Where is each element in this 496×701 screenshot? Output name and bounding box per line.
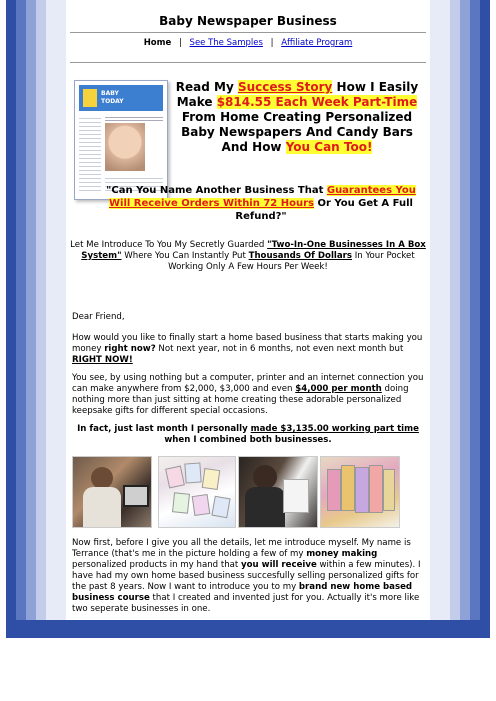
para-text: Not next year, not in 6 months, not even next month but [155, 344, 404, 354]
greeting: Dear Friend, [72, 312, 125, 322]
intro-text: Let Me Introduce To You My Secretly Guarded [70, 240, 268, 250]
intro-dollars: Thousands Of Dollars [248, 251, 352, 261]
para-bold: you will receive [241, 560, 317, 570]
newspaper-masthead [79, 85, 163, 111]
para-bold: right now? [104, 344, 156, 354]
guarantee-question [96, 184, 426, 223]
para-bold: made $3,135.00 working part time [250, 424, 419, 434]
page-bottom-bar [6, 620, 490, 638]
masthead-line1: BABY [101, 90, 119, 97]
masthead-badge [83, 89, 97, 107]
success-story-link[interactable]: Success Story [237, 80, 333, 94]
nav-separator: | [270, 38, 274, 48]
para-bold: money making [306, 549, 378, 559]
para-text: In fact, just last month I personally [77, 424, 251, 434]
main-headline [170, 80, 424, 155]
newspaper-headline-lines [105, 115, 163, 121]
nav-link-samples[interactable]: See The Samples [189, 38, 263, 48]
para-bold: RIGHT NOW! [72, 355, 133, 365]
photo-terrance [72, 456, 152, 528]
question-text: Or You Get A Full Refund?" [235, 198, 413, 222]
question-highlight: Guarantees You Will Receive Orders Within 72 Hours [109, 185, 416, 209]
photo-candy-bars [320, 456, 400, 528]
nav-separator: | [178, 38, 182, 48]
intro-system: "Two-In-One Businesses In A Box System" [81, 240, 426, 261]
newspaper-column [79, 115, 101, 193]
para-text: that I created and invented just for you. Actually it's more like two seperate businesses in one. [72, 593, 420, 614]
baby-photo [105, 123, 145, 171]
main-content [66, 0, 430, 620]
paragraph-3 [72, 424, 424, 446]
intro-text: Where You Can Instantly Put [121, 251, 249, 261]
intro-paragraph [70, 240, 426, 273]
masthead-line2: TODAY [101, 98, 124, 105]
paragraph-4 [72, 538, 424, 615]
masthead-text [101, 90, 124, 106]
baby-newspaper-image [74, 80, 168, 200]
para-text: when I combined both businesses. [164, 435, 332, 445]
para-text: within a few minutes). I have had my own home based business succesfully selling personalized gifts for the past 8 years. Now I want to introduce you to my [72, 560, 421, 592]
photo-boy [238, 456, 318, 528]
para-text: You see, by using nothing but a computer, printer and an internet connection you can make anywhere from $2,000, $3,000 and even [72, 373, 424, 394]
nav-divider [70, 62, 426, 63]
nav-link-affiliate[interactable]: Affiliate Program [281, 38, 353, 48]
headline-amount: $814.55 Each Week Part-Time [216, 95, 418, 109]
intro-text: In Your Pocket Working Only A Few Hours Per Week! [168, 251, 415, 272]
para-bold: $4,000 per month [295, 384, 382, 394]
headline-text: How I Easily Make [176, 80, 419, 109]
paragraph-1 [72, 333, 424, 366]
para-bold: brand new home based business course [72, 582, 413, 603]
top-nav [66, 38, 430, 48]
para-text: How would you like to finally start a home based business that starts making you money [72, 333, 423, 354]
headline-text: Read My [175, 80, 238, 94]
paragraph-2 [72, 373, 424, 417]
site-title: Baby Newspaper Business [159, 14, 337, 28]
header-divider [70, 32, 426, 33]
para-text: doing nothing more than just sitting at home creating these adorable personalized keepsake gifts for different special occasions. [72, 384, 409, 416]
para-text: Now first, before I give you all the details, let me introduce myself. My name is Terrance (that's me in the picture holding a few of my [72, 538, 411, 559]
headline-text: From Home Creating Personalized Baby Newspapers And Candy Bars And How [181, 110, 413, 154]
question-text: "Can You Name Another Business That [106, 185, 327, 196]
photo-newspapers [158, 456, 236, 528]
para-text: personalized products in my hand that [72, 560, 242, 570]
headline-you-can-too: You Can Too! [285, 140, 373, 154]
nav-home[interactable]: Home [143, 38, 172, 48]
